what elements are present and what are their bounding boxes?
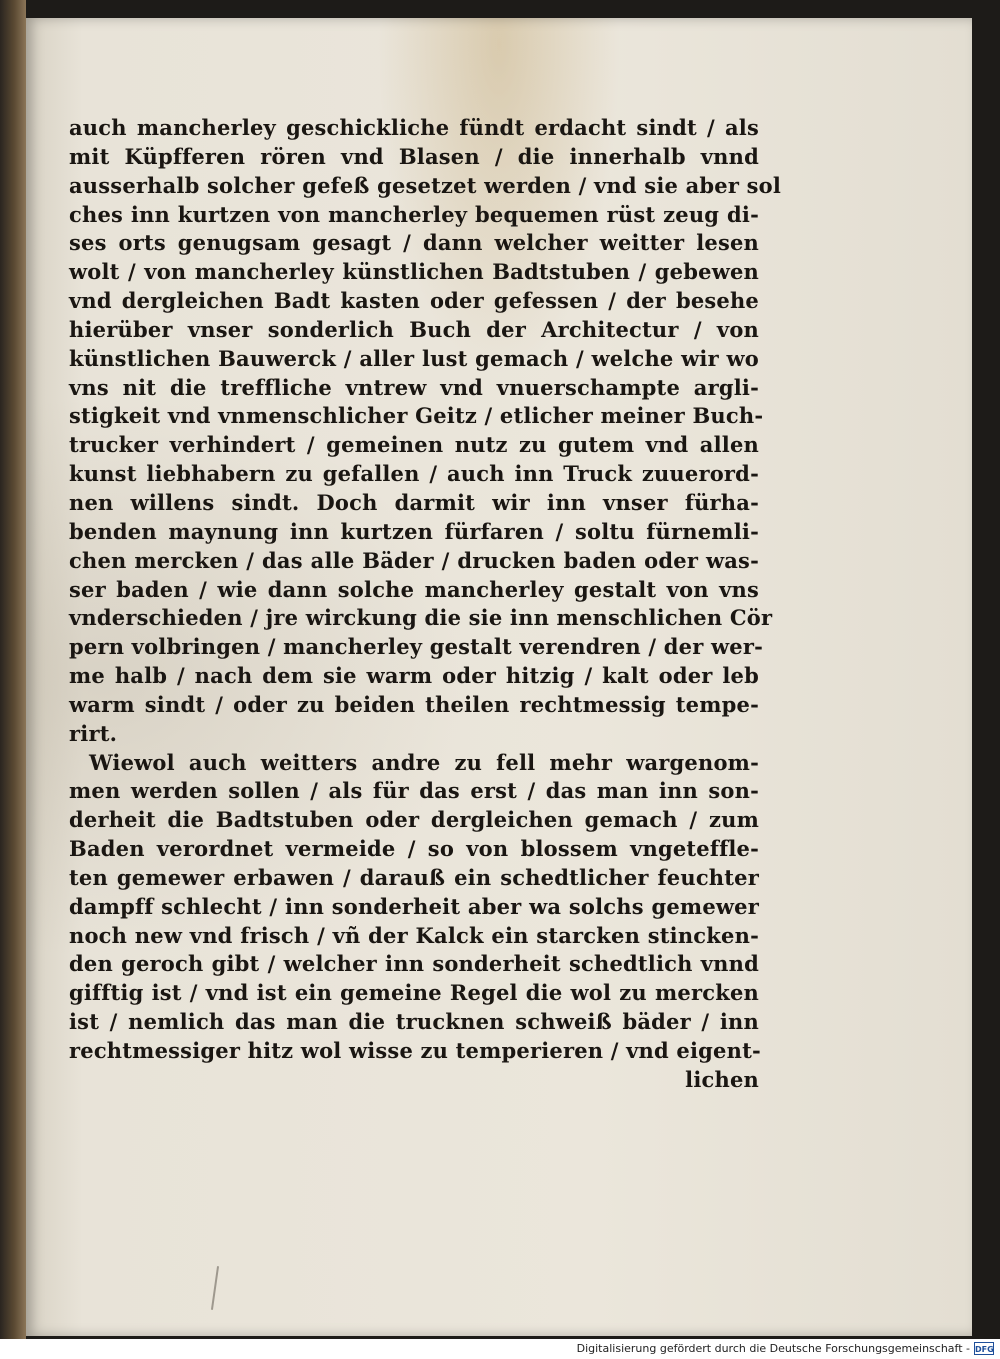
text-line: ser baden / wie dann solche mancherley gestalt von vns	[69, 576, 759, 602]
text-line: nen willens sindt. Doch darmit wir inn vnser fürha-	[69, 489, 759, 515]
paragraph-start-line: Wiewol auch weitters andre zu fell mehr wargenom-	[89, 749, 759, 775]
text-line: den geroch gibt / welcher inn sonderheit schedtlich vnnd	[69, 951, 759, 977]
text-line: kunst liebhabern zu gefallen / auch inn Truck zuuerord-	[69, 461, 759, 487]
text-line: ses orts genugsam gesagt / dann welcher weitter lesen	[69, 230, 759, 256]
text-line: ches inn kurtzen von mancherley bequemen rüst zeug di-	[69, 201, 759, 227]
text-line: dampff schlecht / inn sonderheit aber wa solchs gemewer	[69, 893, 759, 919]
funding-credit: Digitalisierung gefördert durch die Deutsche Forschungsgemeinschaft -	[576, 1342, 970, 1355]
text-line: stigkeit vnd vnmenschlicher Geitz / etlicher meiner Buch-	[69, 403, 764, 429]
text-line: auch mancherley geschickliche fündt erdacht sindt / als	[69, 115, 759, 140]
text-line: chen mercken / das alle Bäder / drucken baden oder was-	[69, 547, 759, 573]
text-line: vnd dergleichen Badt kasten oder gefessen / der besehe	[69, 288, 759, 314]
text-line: trucker verhindert / gemeinen nutz zu gutem vnd allen	[69, 432, 759, 458]
text-line: benden maynung inn kurtzen fürfaren / soltu fürnemli-	[69, 518, 759, 544]
text-line: ist / nemlich das man die trucknen schweiß bäder / inn	[69, 1009, 759, 1035]
dfg-logo-icon: DFG	[974, 1342, 994, 1355]
text-line: hierüber vnser sonderlich Buch der Architectur / von	[69, 316, 759, 342]
text-line: rirt.	[69, 720, 118, 746]
footer-bar	[0, 1339, 1000, 1359]
catchword: lichen	[685, 1066, 759, 1092]
text-line: men werden sollen / als für das erst / das man inn son-	[69, 778, 759, 804]
text-line: pern volbringen / mancherley gestalt verendren / der wer-	[69, 634, 764, 660]
body-text	[69, 114, 781, 1095]
text-line: warm sindt / oder zu beiden theilen rechtmessig tempe-	[69, 691, 759, 717]
book-spine-edge	[0, 0, 26, 1339]
text-line: mit Küpfferen rören vnd Blasen / die innerhalb vnnd	[69, 143, 759, 169]
text-line: wolt / von mancherley künstlichen Badtstuben / gebewen	[69, 259, 759, 285]
text-line: Baden verordnet vermeide / so von blossem vngeteffle-	[69, 836, 759, 862]
text-line: vnderschieden / jre wirckung die sie inn menschlichen Cör	[69, 605, 773, 631]
text-line: vns nit die treffliche vntrew vnd vnuerschampte argli-	[69, 374, 759, 400]
text-line: derheit die Badtstuben oder dergleichen gemach / zum	[69, 807, 759, 833]
text-line: rechtmessiger hitz wol wisse zu temperieren / vnd eigent-	[69, 1038, 761, 1063]
pencil-mark	[211, 1266, 219, 1310]
book-page	[26, 18, 972, 1336]
text-line: noch new vnd frisch / vñ der Kalck ein starcken stincken-	[69, 922, 759, 948]
text-line: ten gemewer erbawen / darauß ein schedtlicher feuchter	[69, 864, 759, 890]
text-line: künstlichen Bauwerck / aller lust gemach / welche wir wo	[69, 345, 759, 371]
text-line: me halb / nach dem sie warm oder hitzig / kalt oder leb	[69, 663, 759, 689]
text-line: gifftig ist / vnd ist ein gemeine Regel die wol zu mercken	[69, 980, 759, 1006]
text-line: ausserhalb solcher gefeß gesetzet werden / vnd sie aber sol	[69, 172, 781, 198]
